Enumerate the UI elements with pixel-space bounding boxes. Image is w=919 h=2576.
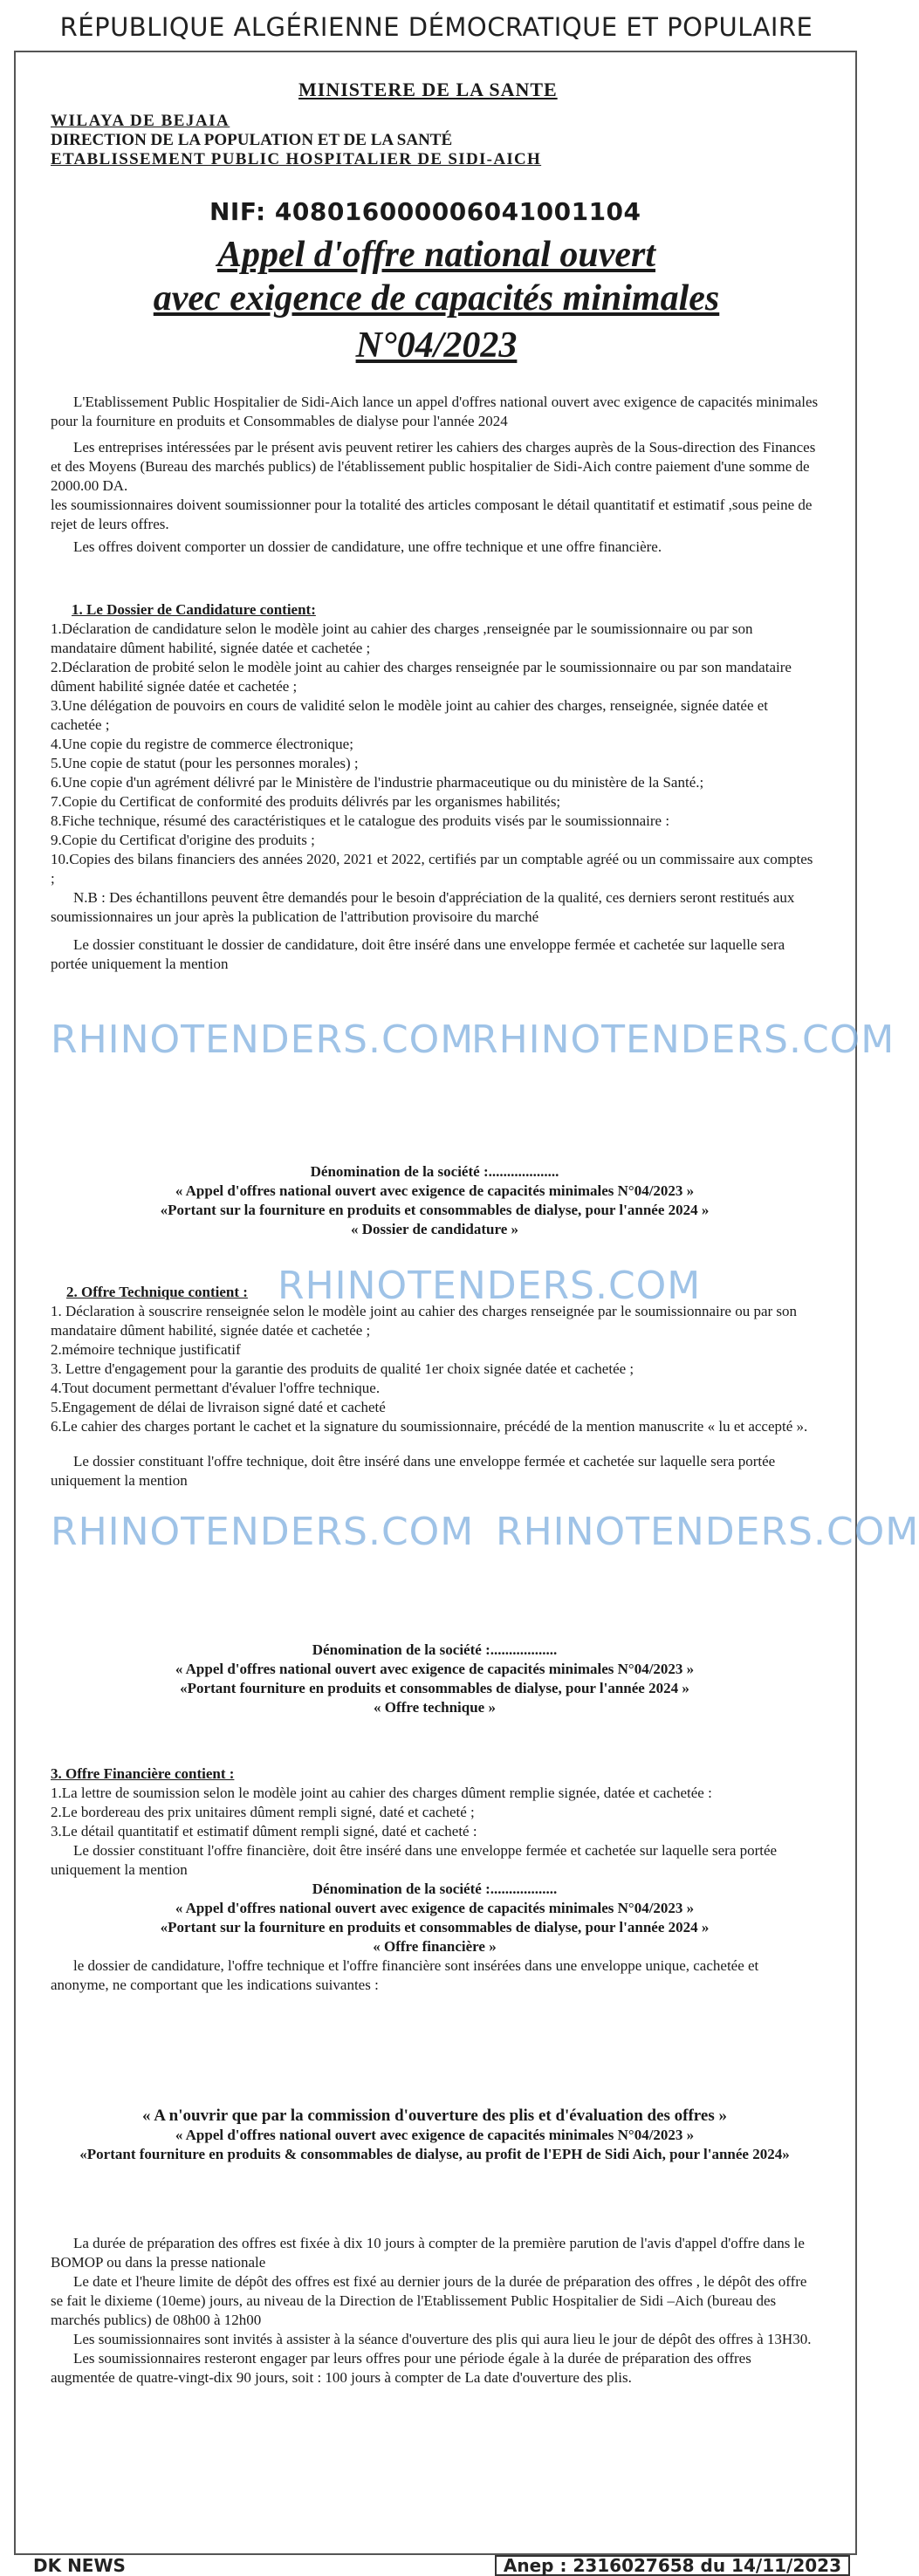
direction-line: DIRECTION DE LA POPULATION ET DE LA SANTÉ (51, 131, 453, 149)
mention-line-1: « Appel d'offres national ouvert avec exigence de capacités minimales N°04/2023 » (175, 1900, 695, 1916)
mention-line-3: « Offre technique » (374, 1699, 496, 1716)
watermark-3: RHINOTENDERS.COM (278, 1264, 702, 1308)
closing-paragraph-4: Les soumissionnaires resteront engager par leurs offres pour une période égale à la durée de préparation des offres augmentée de quatre-vingt-dix 90 jours, soit : 100 jours à compter de La date d'ouverture des plis. (51, 2350, 751, 2386)
section-1-heading: 1. Le Dossier de Candidature contient: (72, 601, 316, 618)
mention-line-1: « Appel d'offres national ouvert avec exigence de capacités minimales N°04/2023 » (175, 1182, 695, 1199)
watermark-4: RHINOTENDERS.COM (51, 1510, 475, 1554)
technique-item-4: 4.Tout document permettant d'évaluer l'offre technique. (51, 1380, 381, 1396)
watermark-2: RHINOTENDERS.COM (471, 1017, 895, 1062)
mention-line-1: « Appel d'offres national ouvert avec exigence de capacités minimales N°04/2023 » (175, 1661, 695, 1677)
final-mention-1: « A n'ouvrir que par la commission d'ouverture des plis et d'évaluation des offres » (142, 2107, 727, 2125)
candidature-item-5: 5.Une copie de statut (pour les personnes morales) ; (51, 755, 359, 771)
closing-block (51, 2234, 819, 2388)
enveloppe-instruction: le dossier de candidature, l'offre technique et l'offre financière sont insérées dans une enveloppe unique, cachetée et anonyme, ne comportant que les indications suivantes : (51, 1957, 759, 1993)
intro-paragraph-4: Les offres doivent comporter un dossier de candidature, une offre technique et une offre financière. (73, 538, 662, 555)
title-line-2: avec exigence de capacités minimales (153, 278, 720, 319)
mention-line-2: «Portant fourniture en produits et consommables de dialyse, pour l'année 2024 » (180, 1680, 689, 1696)
footer (0, 2555, 873, 2574)
intro-paragraph-3: les soumissionnaires doivent soumissionner pour la totalité des articles composant le détail quantitatif et estimatif ,sous peine de rejet de leurs offres. (51, 497, 813, 532)
etablissement-line: ETABLISSEMENT PUBLIC HOSPITALIER DE SIDI-AICH (51, 150, 542, 168)
mention-line-3: « Offre financière » (373, 1938, 497, 1955)
technique-item-3: 3. Lettre d'engagement pour la garantie des produits de qualité 1er choix signée datée et cachetée ; (51, 1360, 634, 1377)
newspaper-source: DK NEWS (33, 2555, 126, 2576)
watermark-1: RHINOTENDERS.COM (51, 1017, 475, 1062)
section-offre-financiere (51, 1764, 819, 1995)
section-candidature (51, 600, 819, 974)
mention-line-3: « Dossier de candidature » (350, 1221, 519, 1237)
anep-reference: Anep : 2316027658 du 14/11/2023 (495, 2555, 850, 2576)
wilaya-line: WILAYA DE BEJAIA (51, 112, 230, 130)
closing-paragraph-2: Le date et l'heure limite de dépôt des offres est fixé au dernier jours de la durée de préparation des offres , le dépôt des offre se fait le dixieme (10eme) jours, au niveau de la Direction de l'Etablissement Public Hospitalier de Sidi –Aich (bureau des marchés publics) de 08h00 à 12h00 (51, 2273, 807, 2328)
technique-item-6: 6.Le cahier des charges portant le cachet et la signature du soumissionnaire, précédé de la mention manuscrite « lu et accepté ». (51, 1418, 808, 1435)
mention-line-2: «Portant sur la fourniture en produits et consommables de dialyse, pour l'année 2024 » (160, 1919, 710, 1935)
financiere-item-3: 3.Le détail quantitatif et estimatif dûment rempli signé, daté et cacheté : (51, 1823, 477, 1840)
mention-line-2: «Portant sur la fourniture en produits et consommables de dialyse, pour l'année 2024 » (160, 1202, 710, 1218)
samples-note: N.B : Des échantillons peuvent être demandés pour le besoin d'appréciation de la qualité, ces derniers seront restitués aux soumissionnaires un jour après la publication de l'attribution provisoire du marché (51, 889, 795, 925)
intro-paragraph-2: Les entreprises intéressées par le présent avis peuvent retirer les cahiers des charges auprès de la Sous-direction des Finances et des Moyens (Bureau des marchés publics) de l'établissement public hospitalier de Sidi-Aich contre paiement d'une somme de 2000.00 DA. (51, 439, 816, 494)
financiere-closing: Le dossier constituant l'offre financière, doit être inséré dans une enveloppe fermée et cachetée sur laquelle sera portée uniquement la mention (51, 1842, 778, 1878)
technique-item-2: 2.mémoire technique justificatif (51, 1341, 241, 1358)
candidature-item-4: 4.Une copie du registre de commerce électronique; (51, 736, 353, 752)
issuer-block (51, 112, 541, 169)
ministry-name: MINISTERE DE LA SANTE (298, 79, 558, 100)
candidature-item-7: 7.Copie du Certificat de conformité des produits délivrés par les organismes habilités; (51, 793, 561, 810)
intro-paragraph-1: L'Etablissement Public Hospitalier de Sidi-Aich lance un appel d'offres national ouvert avec exigence de capacités minimales pour la fourniture en produits et Consommables de dialyse pour l'année 2024 (51, 394, 819, 429)
technique-item-1: 1. Déclaration à souscrire renseignée selon le modèle joint au cahier des charges renseignée par le soumissionnaire ou par son mandataire dûment habilité, signée datée et cachetée ; (51, 1303, 798, 1339)
company-denomination: Dénomination de la société :.................. (312, 1641, 558, 1658)
republic-header: RÉPUBLIQUE ALGÉRIENNE DÉMOCRATIQUE ET POPULAIRE (59, 12, 813, 42)
candidature-item-6: 6.Une copie d'un agrément délivré par le Ministère de l'industrie pharmaceutique ou du ministère de la Santé.; (51, 774, 704, 791)
final-mention-block (51, 2107, 819, 2164)
technique-item-5: 5.Engagement de délai de livraison signé daté et cacheté (51, 1399, 386, 1415)
candidature-item-1: 1.Déclaration de candidature selon le modèle joint au cahier des charges ,renseignée par le soumissionnaire ou par son mandataire dûment habilité, signée datée et cachetée ; (51, 620, 753, 656)
technique-closing: Le dossier constituant l'offre technique, doit être inséré dans une enveloppe fermée et cachetée sur laquelle sera portée uniquement la mention (51, 1453, 776, 1489)
section-3-heading: 3. Offre Financière contient : (51, 1765, 235, 1782)
company-denomination: Dénomination de la société :.................. (312, 1881, 558, 1897)
watermark-5: RHINOTENDERS.COM (496, 1510, 919, 1554)
financiere-item-1: 1.La lettre de soumission selon le modèle joint au cahier des charges dûment remplie signée, datée et cachetée : (51, 1785, 712, 1801)
title-line-3: N°04/2023 (355, 325, 518, 366)
candidature-closing: Le dossier constituant le dossier de candidature, doit être inséré dans une enveloppe fermée et cachetée sur laquelle sera portée uniquement la mention (51, 936, 785, 972)
closing-paragraph-3: Les soumissionnaires sont invités à assister à la séance d'ouverture des plis qui aura lieu le jour de dépôt des offres à 13H30. (73, 2331, 812, 2347)
intro-block (51, 393, 819, 557)
company-denomination: Dénomination de la société :................... (310, 1163, 559, 1180)
candidature-item-3: 3.Une délégation de pouvoirs en cours de validité selon le modèle joint au cahier des charges, renseignée, signée datée et cachetée ; (51, 697, 769, 733)
candidature-mention-block (51, 1162, 819, 1239)
candidature-item-9: 9.Copie du Certificat d'origine des produits ; (51, 832, 315, 848)
section-2-heading: 2. Offre Technique contient : (66, 1284, 248, 1300)
candidature-item-8: 8.Fiche technique, résumé des caractéristiques et le catalogue des produits visés par le soumissionnaire : (51, 812, 670, 829)
financiere-item-2: 2.Le bordereau des prix unitaires dûment rempli signé, daté et cacheté ; (51, 1804, 475, 1820)
closing-paragraph-1: La durée de préparation des offres est fixée à dix 10 jours à compter de la première parution de l'avis d'appel d'offre dans le BOMOP ou dans la presse nationale (51, 2235, 805, 2271)
candidature-item-10: 10.Copies des bilans financiers des années 2020, 2021 et 2022, certifiés par un comptable agréé ou un commissaire aux comptes ; (51, 851, 813, 887)
section-offre-technique (51, 1283, 819, 1490)
nif-number: NIF: 408016000006041001104 (209, 197, 641, 226)
final-mention-2: « Appel d'offres national ouvert avec exigence de capacités minimales N°04/2023 » (175, 2127, 695, 2143)
title-line-1: Appel d'offre national ouvert (216, 235, 656, 275)
final-mention-3: «Portant fourniture en produits & consommables de dialyse, au profit de l'EPH de Sidi Aich, pour l'année 2024» (79, 2146, 790, 2162)
technique-mention-block (51, 1641, 819, 1717)
candidature-item-2: 2.Déclaration de probité selon le modèle joint au cahier des charges renseignée par le soumissionnaire ou par son mandataire dûment habilité signée datée et cachetée ; (51, 659, 792, 695)
